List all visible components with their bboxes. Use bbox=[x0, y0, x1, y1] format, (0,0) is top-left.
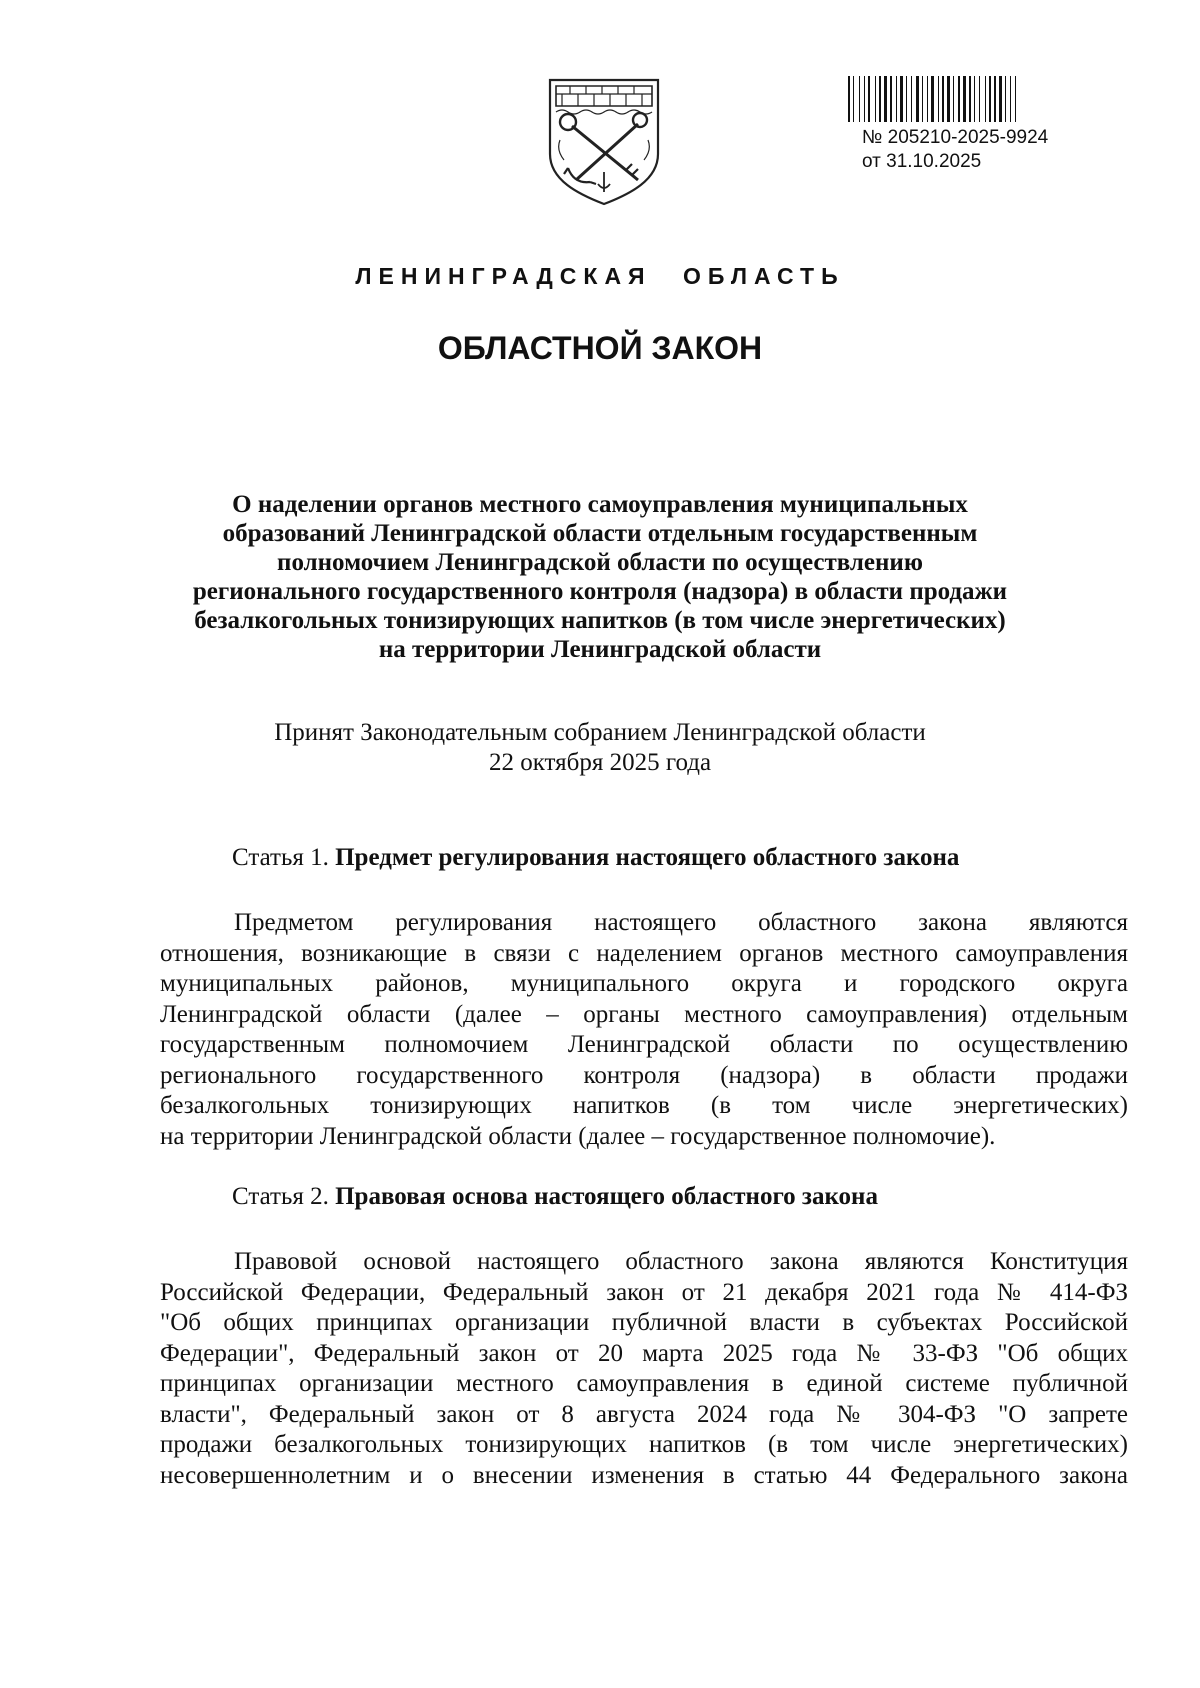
article-2-prefix: Статья 2. bbox=[232, 1183, 329, 1210]
barcode-bar bbox=[848, 76, 850, 122]
barcode-bar bbox=[985, 76, 986, 122]
article-1-title: Предмет регулирования настоящего областного закона bbox=[335, 844, 960, 871]
barcode-bar bbox=[989, 76, 991, 122]
barcode-bar bbox=[916, 76, 919, 122]
barcode-bar bbox=[942, 76, 944, 122]
barcode-bar bbox=[953, 76, 954, 122]
text-line: несовершеннолетним и о внесении изменения в статью 44 Федерального закона bbox=[160, 1461, 1128, 1489]
registration-number: № 205210-2025-9924 bbox=[862, 127, 1049, 148]
text-line: безалкогольных тонизирующих напитков (в том числе энергетических) bbox=[160, 1092, 1128, 1119]
barcode-bar bbox=[922, 76, 923, 122]
barcode-bar bbox=[927, 76, 928, 122]
text-line: муниципальных районов, муниципального округа и городского округа bbox=[160, 970, 1128, 997]
law-title bbox=[150, 490, 1050, 664]
adoption-note bbox=[150, 718, 1050, 778]
article-2-heading bbox=[232, 1182, 878, 1212]
article-2-text bbox=[160, 1247, 1128, 1491]
text-line: регионального государственного контроля (надзора) в области продажи bbox=[160, 1061, 1128, 1089]
barcode-bar bbox=[958, 76, 960, 122]
text-line: отношения, возникающие в связи с наделением органов местного самоуправления bbox=[160, 939, 1128, 967]
barcode-bar bbox=[974, 76, 975, 122]
text-line: Федерации", Федеральный закон от 20 марта 2025 года № 33-ФЗ "Об общих bbox=[160, 1339, 1128, 1367]
barcode-bar bbox=[963, 76, 966, 122]
barcode-bar bbox=[979, 76, 980, 122]
registration-info bbox=[862, 126, 1048, 174]
text-line: власти", Федеральный закон от 8 августа 2024 года № 304-ФЗ "О запрете bbox=[160, 1400, 1128, 1428]
text-line: на территории Ленинградской области (далее – государственное полномочие). bbox=[160, 1122, 996, 1150]
barcode-bar bbox=[1010, 76, 1011, 122]
text-line: Правовой основой настоящего областного закона являются Конституция bbox=[234, 1248, 1128, 1275]
barcode-bar bbox=[896, 76, 897, 122]
barcode-bar bbox=[890, 76, 892, 122]
barcode-bar bbox=[875, 76, 876, 122]
barcode-bar bbox=[1015, 76, 1016, 122]
barcode-bar bbox=[853, 76, 854, 122]
text-line: Ленинградской области (далее – органы местного самоуправления) отдельным bbox=[160, 1000, 1128, 1028]
title-line: безалкогольных тонизирующих напитков (в том числе энергетических) bbox=[194, 607, 1006, 634]
barcode-bar bbox=[879, 76, 881, 122]
title-line: О наделении органов местного самоуправления муниципальных bbox=[232, 491, 968, 518]
barcode-bar bbox=[859, 76, 860, 122]
barcode-bar bbox=[947, 76, 950, 122]
article-1-text bbox=[160, 908, 1128, 1152]
barcode-bar bbox=[994, 76, 996, 122]
barcode bbox=[846, 76, 1102, 122]
barcode-bar bbox=[938, 76, 939, 122]
text-line: "Об общих принципах организации публичной власти в субъектах Российской bbox=[160, 1309, 1128, 1336]
text-line: Предметом регулирования настоящего областного закона являются bbox=[234, 909, 1128, 936]
barcode-bar bbox=[868, 76, 870, 122]
title-line: образований Ленинградской области отдельным государственным bbox=[222, 520, 978, 547]
title-line: полномочием Ленинградской области по осуществлению bbox=[277, 549, 923, 576]
adoption-date: 22 октября 2025 года bbox=[488, 749, 712, 776]
region-name: ЛЕНИНГРАДСКАЯ ОБЛАСТЬ bbox=[355, 263, 845, 289]
barcode-bar bbox=[1005, 76, 1006, 122]
barcode-bar bbox=[900, 76, 903, 122]
text-line: государственным полномочием Ленинградской области по осуществлению bbox=[160, 1031, 1128, 1058]
adoption-line: Принят Законодательным собранием Ленинградской области bbox=[274, 719, 926, 746]
coat-of-arms-icon bbox=[546, 76, 662, 206]
law-type: ОБЛАСТНОЙ ЗАКОН bbox=[437, 330, 763, 366]
text-line: Российской Федерации, Федеральный закон от 21 декабря 2021 года № 414-ФЗ bbox=[160, 1278, 1128, 1306]
text-line: продажи безалкогольных тонизирующих напитков (в том числе энергетических) bbox=[160, 1431, 1128, 1458]
barcode-bar bbox=[906, 76, 907, 122]
article-1-prefix: Статья 1. bbox=[232, 844, 329, 871]
barcode-bar bbox=[911, 76, 912, 122]
article-1-heading bbox=[232, 843, 959, 873]
barcode-bar bbox=[931, 76, 934, 122]
barcode-bar bbox=[969, 76, 971, 122]
article-2-title: Правовая основа настоящего областного закона bbox=[335, 1183, 878, 1210]
title-line: регионального государственного контроля (надзора) в области продажи bbox=[192, 578, 1008, 605]
text-line: принципах организации местного самоуправления в единой системе публичной bbox=[160, 1370, 1128, 1397]
title-line: на территории Ленинградской области bbox=[378, 636, 822, 663]
barcode-bar bbox=[884, 76, 887, 122]
barcode-bar bbox=[999, 76, 1002, 122]
barcode-bar bbox=[864, 76, 865, 122]
registration-date: от 31.10.2025 bbox=[862, 151, 982, 172]
